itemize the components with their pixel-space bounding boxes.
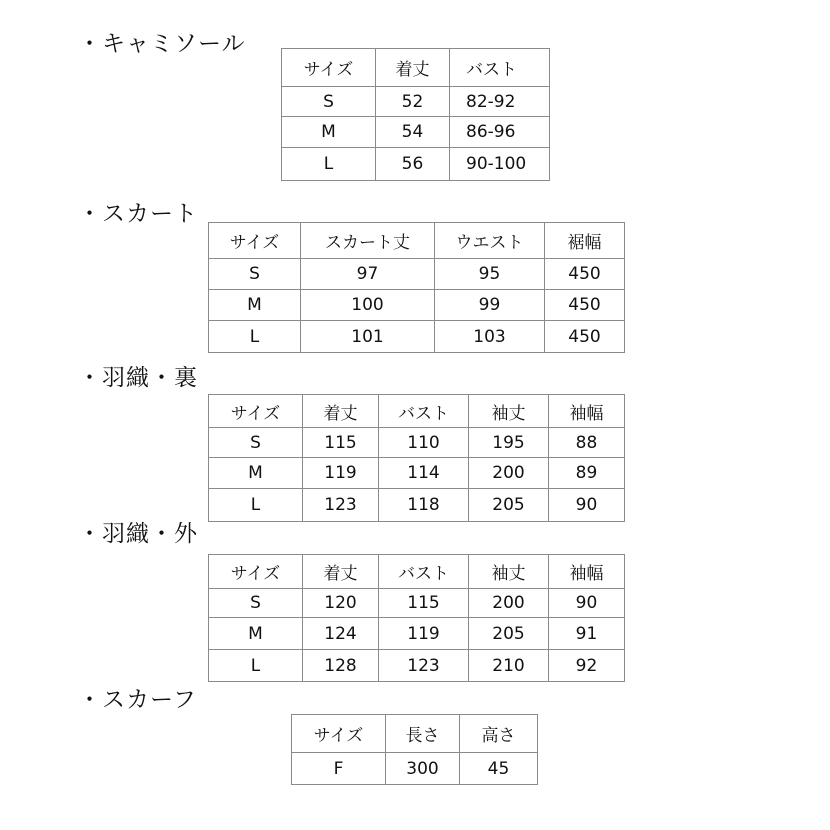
skirt-heading: ・スカート	[78, 201, 198, 227]
header-length: 着丈	[303, 555, 379, 589]
header-size: サイズ	[209, 223, 301, 259]
header-sleeve-width: 袖幅	[549, 395, 625, 428]
header-waist: ウエスト	[435, 223, 545, 259]
cell-bust: 110	[379, 428, 469, 458]
cell-length: 128	[303, 650, 379, 682]
header-skirt-length: スカート丈	[301, 223, 435, 259]
table-row	[209, 489, 625, 522]
table-header-row	[209, 395, 625, 428]
cell-sleeve-width: 90	[549, 589, 625, 618]
cell-sleeve-length: 205	[469, 618, 549, 650]
table-row	[209, 428, 625, 458]
cell-waist: 99	[435, 290, 545, 321]
table-row	[209, 259, 625, 290]
haori-inner-size-table	[208, 394, 625, 522]
header-size: サイズ	[209, 395, 303, 428]
cell-size: M	[209, 458, 303, 489]
header-height: 高さ	[460, 715, 538, 753]
cell-length: 115	[303, 428, 379, 458]
header-sleeve-length: 袖丈	[469, 395, 549, 428]
camisole-heading: ・キャミソール	[78, 31, 246, 57]
header-length: 着丈	[303, 395, 379, 428]
cell-skirt-length: 97	[301, 259, 435, 290]
cell-bust: 90-100	[450, 148, 550, 181]
cell-length: 56	[376, 148, 450, 181]
cell-sleeve-width: 88	[549, 428, 625, 458]
cell-size: S	[209, 589, 303, 618]
cell-sleeve-length: 195	[469, 428, 549, 458]
table-header-row	[292, 715, 538, 753]
table-header-row	[209, 555, 625, 589]
cell-sleeve-width: 91	[549, 618, 625, 650]
header-bust: バスト	[379, 555, 469, 589]
haori-outer-size-table	[208, 554, 625, 682]
cell-sleeve-width: 92	[549, 650, 625, 682]
cell-sleeve-length: 200	[469, 589, 549, 618]
skirt-size-table	[208, 222, 625, 353]
cell-size: S	[282, 87, 376, 117]
haori-inner-heading: ・羽織・裏	[78, 365, 198, 391]
cell-bust: 86-96	[450, 117, 550, 148]
cell-hem-width: 450	[545, 321, 625, 353]
table-row	[209, 618, 625, 650]
scarf-heading: ・スカーフ	[78, 687, 197, 713]
cell-waist: 103	[435, 321, 545, 353]
cell-length: 52	[376, 87, 450, 117]
cell-size: L	[209, 489, 303, 522]
cell-size: M	[282, 117, 376, 148]
cell-bust: 115	[379, 589, 469, 618]
table-row	[209, 650, 625, 682]
cell-size: S	[209, 428, 303, 458]
header-sleeve-width: 袖幅	[549, 555, 625, 589]
cell-length: 120	[303, 589, 379, 618]
table-row	[209, 458, 625, 489]
cell-length: 119	[303, 458, 379, 489]
cell-length: 123	[303, 489, 379, 522]
table-header-row	[209, 223, 625, 259]
header-hem-width: 裾幅	[545, 223, 625, 259]
cell-height: 45	[460, 753, 538, 785]
header-length: 着丈	[376, 49, 450, 87]
camisole-size-table	[281, 48, 550, 181]
header-bust: バスト	[450, 49, 550, 87]
cell-sleeve-length: 210	[469, 650, 549, 682]
header-length: 長さ	[386, 715, 460, 753]
haori-outer-heading: ・羽織・外	[78, 521, 198, 547]
cell-sleeve-length: 205	[469, 489, 549, 522]
cell-size: L	[209, 321, 301, 353]
cell-length: 300	[386, 753, 460, 785]
table-row	[282, 87, 550, 117]
header-sleeve-length: 袖丈	[469, 555, 549, 589]
table-row	[282, 148, 550, 181]
cell-length: 54	[376, 117, 450, 148]
cell-hem-width: 450	[545, 290, 625, 321]
cell-hem-width: 450	[545, 259, 625, 290]
scarf-size-table	[291, 714, 538, 785]
cell-bust: 118	[379, 489, 469, 522]
cell-size: M	[209, 618, 303, 650]
cell-size: L	[209, 650, 303, 682]
header-bust: バスト	[379, 395, 469, 428]
cell-bust: 123	[379, 650, 469, 682]
cell-sleeve-width: 89	[549, 458, 625, 489]
header-size: サイズ	[292, 715, 386, 753]
header-size: サイズ	[209, 555, 303, 589]
cell-bust: 82-92	[450, 87, 550, 117]
cell-bust: 119	[379, 618, 469, 650]
cell-bust: 114	[379, 458, 469, 489]
cell-size: S	[209, 259, 301, 290]
table-row	[292, 753, 538, 785]
table-header-row	[282, 49, 550, 87]
cell-skirt-length: 101	[301, 321, 435, 353]
cell-sleeve-width: 90	[549, 489, 625, 522]
table-row	[209, 290, 625, 321]
table-row	[209, 321, 625, 353]
cell-skirt-length: 100	[301, 290, 435, 321]
cell-size: F	[292, 753, 386, 785]
cell-waist: 95	[435, 259, 545, 290]
table-row	[209, 589, 625, 618]
table-row	[282, 117, 550, 148]
header-size: サイズ	[282, 49, 376, 87]
cell-size: L	[282, 148, 376, 181]
cell-size: M	[209, 290, 301, 321]
cell-length: 124	[303, 618, 379, 650]
cell-sleeve-length: 200	[469, 458, 549, 489]
